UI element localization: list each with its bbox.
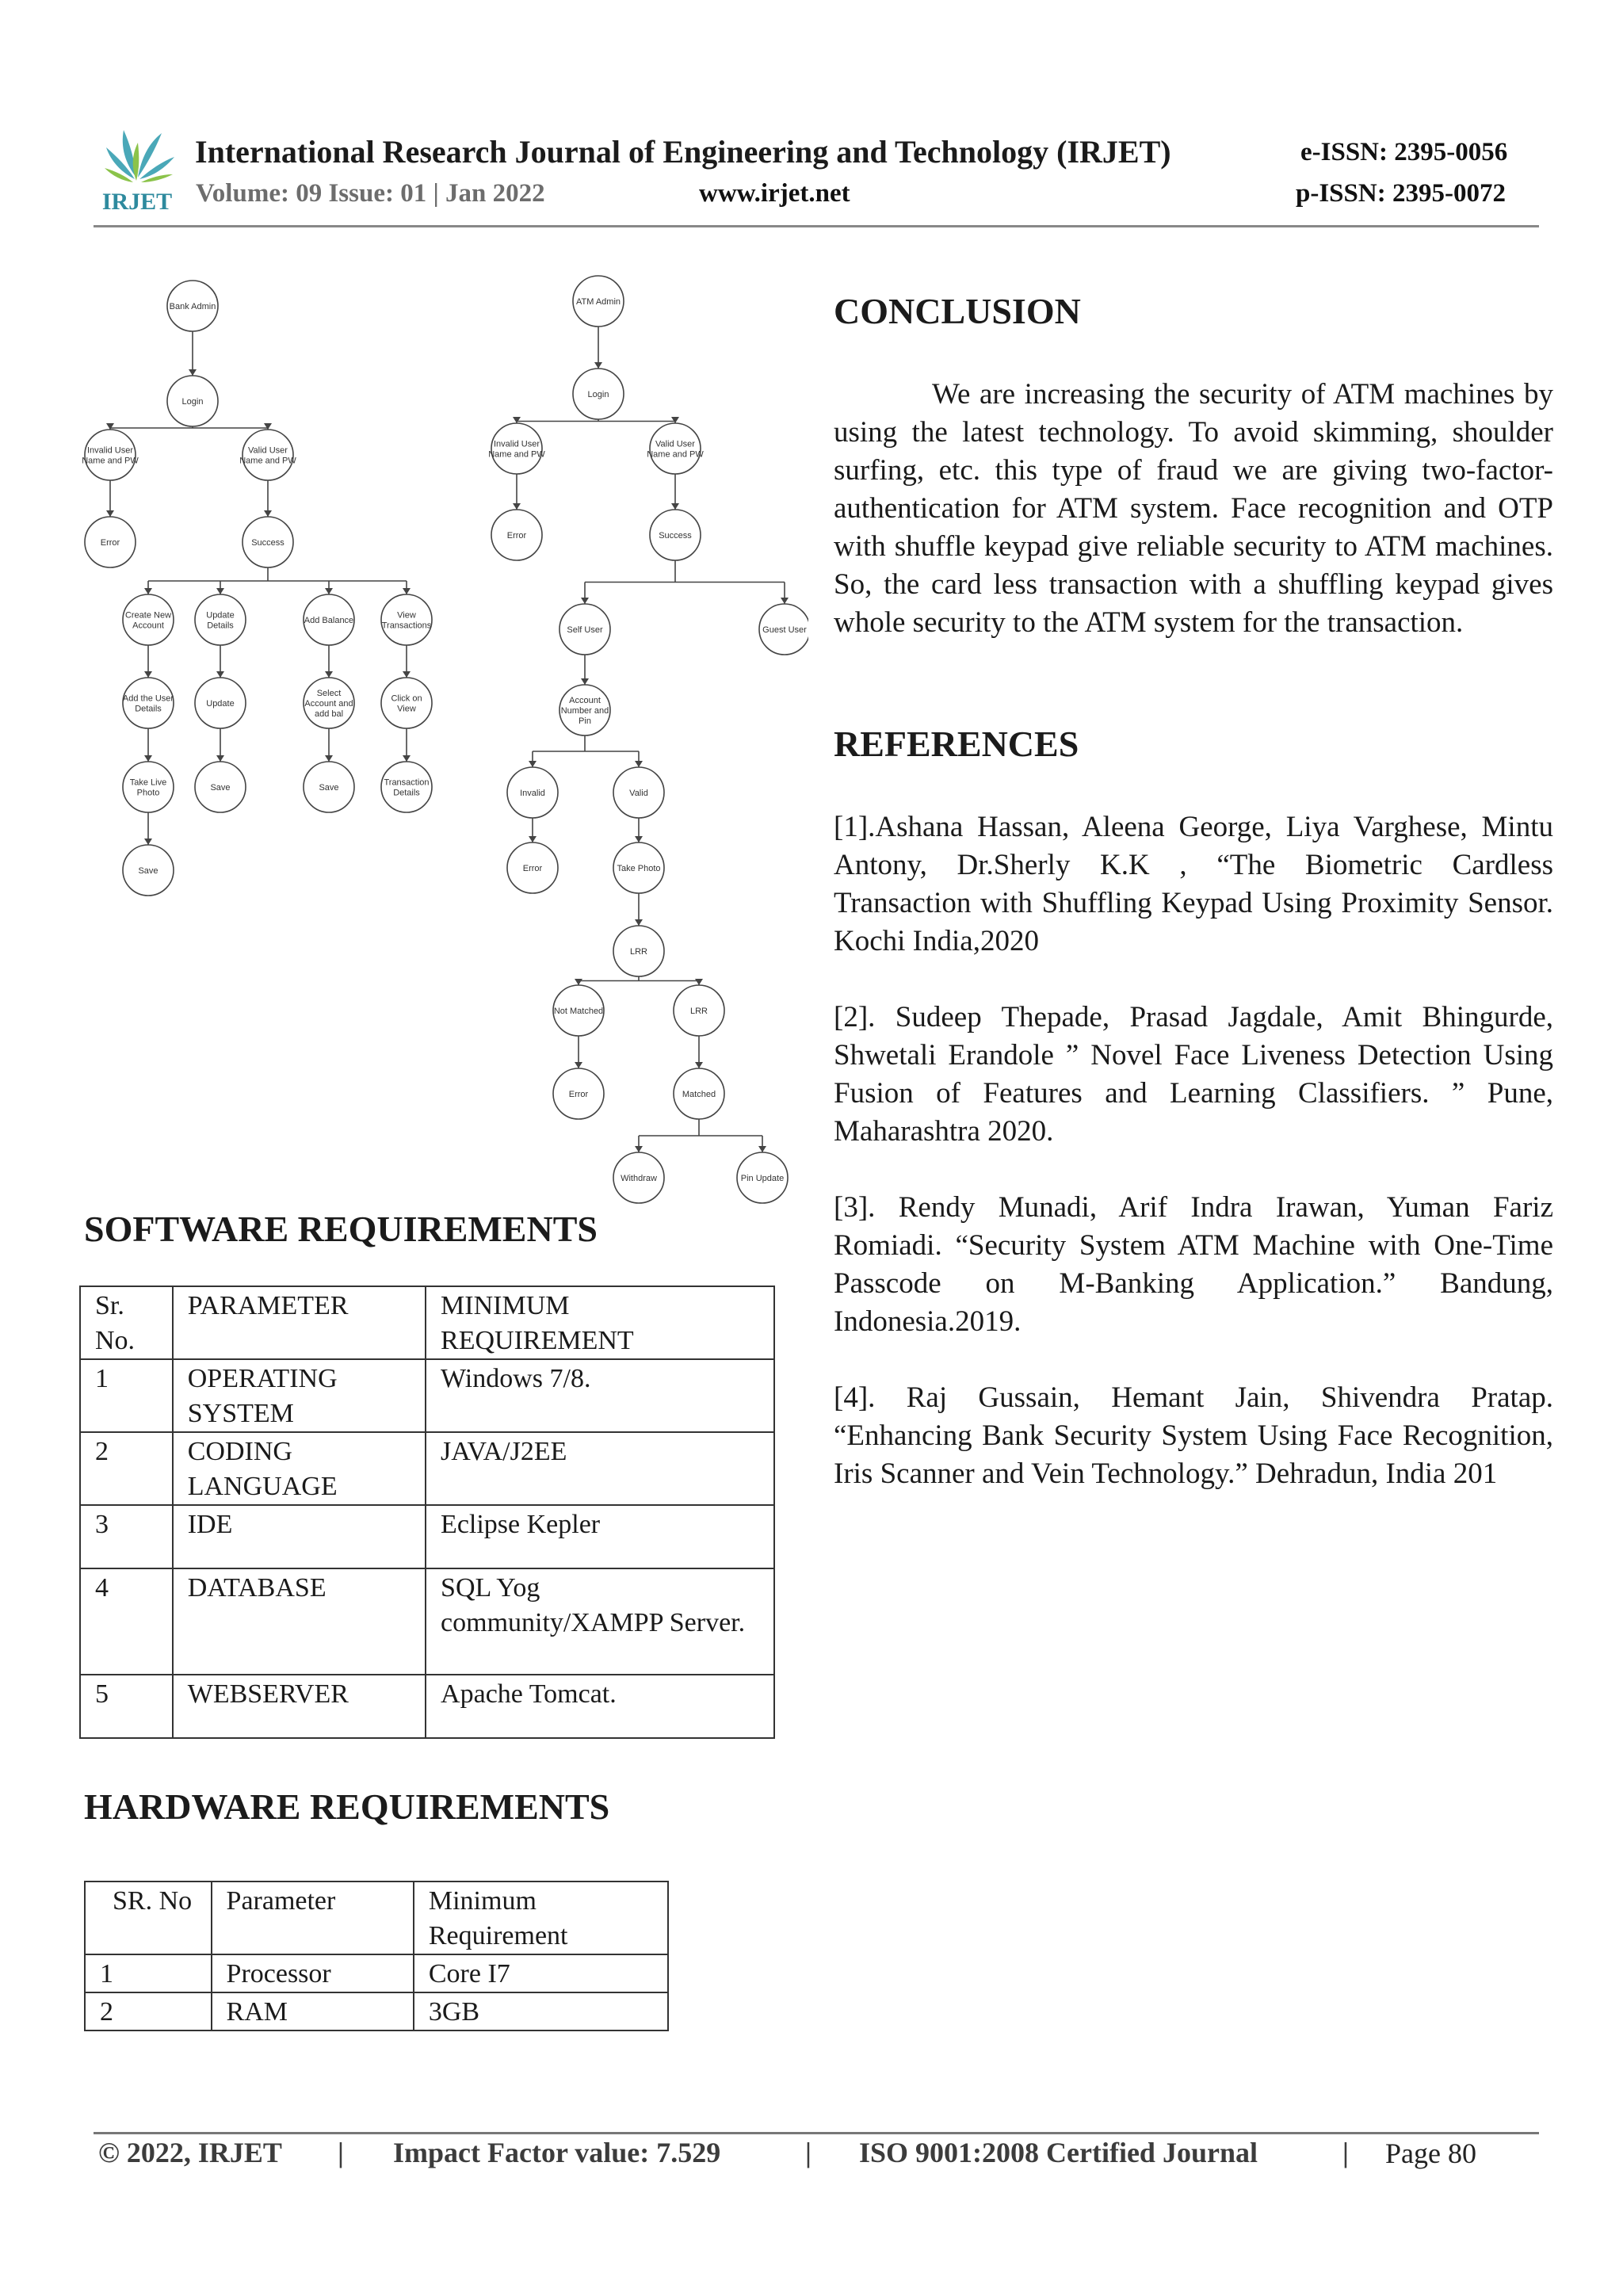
flow-node-label: Valid User Name and PW <box>239 445 296 466</box>
flow-node-label: Withdraw <box>621 1174 657 1183</box>
flow-diagrams <box>79 262 808 1213</box>
reference-item: [2]. Sudeep Thepade, Prasad Jagdale, Amit Bhingurde, Shwetali Erandole ” Novel Face Liveness Detection Using Fusion of Features and Learning Classifiers. ” Pune, Maharashtra 2020. <box>834 1001 1553 1148</box>
flow-node-label: Save <box>138 866 158 876</box>
journal-title: International Research Journal of Engineering and Technology (IRJET) <box>195 134 1171 170</box>
arrow-head <box>635 919 643 926</box>
table-cell: Core I7 <box>414 1954 668 1992</box>
footer-copyright: © 2022, IRJET <box>98 2137 282 2168</box>
flow-node-label: Account Number and Pin <box>560 696 609 726</box>
conclusion-text: We are increasing the security of ATM machines by using the latest technology. To avoid skimming, shoulder surfing, etc. this type of fraud we are giving two-factor-authentication for ATM system. Face recognition and OTP with shuffle keypad give reliable security to ATM machines. So, the card less transaction with a shuffling keypad gives whole security to the ATM system for the transaction. <box>834 378 1553 639</box>
flow-node-label: Invalid User Name and PW <box>82 445 139 466</box>
arrow-head <box>144 839 152 845</box>
arrow-head <box>671 417 679 423</box>
table-cell: 5 <box>80 1675 173 1738</box>
page-number: 80 <box>1447 2137 1476 2169</box>
table-cell: OPERATING SYSTEM <box>173 1359 426 1432</box>
flow-node-label: Error <box>506 531 527 541</box>
arrow-head <box>529 836 537 842</box>
flow-node-label: Success <box>251 538 285 548</box>
flow-node-label: Invalid <box>520 789 545 798</box>
arrow-head <box>264 510 272 517</box>
arrow-head <box>325 755 333 762</box>
arrow-head <box>144 588 152 594</box>
table-cell: Processor <box>212 1954 414 1992</box>
reference-item: [3]. Rendy Munadi, Arif Indra Irawan, Yuman Fariz Romiadi. “Security System ATM Machine with One-Time Passcode on M-Banking Application.” Bandung, Indonesia.2019. <box>834 1191 1553 1338</box>
table-header-cell: SR. No <box>85 1881 212 1954</box>
arrow-head <box>325 588 333 594</box>
reference-item: [4]. Raj Gussain, Hemant Jain, Shivendra Pratap. “Enhancing Bank Security System Using Face Recognition, Iris Scanner and Vein Technology.” Dehradun, India 201 <box>834 1381 1553 1490</box>
table-cell: CODING LANGUAGE <box>173 1432 426 1505</box>
reference-item: [1].Ashana Hassan, Aleena George, Liya Varghese, Mintu Antony, Dr.Sherly K.K , “The Biometric Cardless Transaction with Shuffling Keypad Using Proximity Sensor. Kochi India,2020 <box>834 811 1553 957</box>
flow-node-label: LRR <box>689 1007 708 1016</box>
footer-page <box>1385 2137 1476 2170</box>
flow-node-label: Transaction Details <box>384 777 430 798</box>
footer-separator: | <box>1342 2137 1349 2168</box>
arrow-head <box>635 836 643 842</box>
flow-node-label: ATM Admin <box>575 297 621 307</box>
arrow-head <box>594 362 602 369</box>
arrow-head <box>403 755 411 762</box>
arrow-head <box>529 761 537 767</box>
flow-node-label: Login <box>181 397 204 407</box>
flow-node-label: Bank Admin <box>169 302 216 311</box>
page-label: Page <box>1385 2137 1441 2169</box>
table-cell: 2 <box>85 1992 212 2030</box>
footer-divider <box>94 2132 1539 2134</box>
table-row <box>80 1359 774 1432</box>
flow-node-label: Select Account and add bal <box>304 689 353 719</box>
table-cell: JAVA/J2EE <box>426 1432 774 1505</box>
table-header-cell: Sr. No. <box>80 1286 173 1359</box>
table-row <box>85 1954 668 1992</box>
footer-impact-factor: Impact Factor value: 7.529 <box>393 2137 721 2168</box>
table-cell: 3GB <box>414 1992 668 2030</box>
conclusion-heading: CONCLUSION <box>834 291 1081 331</box>
flow-node-label: Take Live Photo <box>129 777 167 798</box>
p-issn: p-ISSN: 2395-0072 <box>1296 179 1506 208</box>
flow-node-label: Success <box>659 531 692 541</box>
arrow-head <box>758 1146 766 1152</box>
table-cell: Windows 7/8. <box>426 1359 774 1432</box>
table-header-cell: PARAMETER <box>173 1286 426 1359</box>
flow-node-label: Valid User Name and PW <box>647 439 704 460</box>
table-cell: 2 <box>80 1432 173 1505</box>
flow-node-label: Add the User Details <box>122 693 174 714</box>
arrow-head <box>635 1146 643 1152</box>
table-cell: WEBSERVER <box>173 1675 426 1738</box>
flow-node-label: Update Details <box>206 610 235 631</box>
arrow-head <box>106 510 114 517</box>
table-row <box>80 1432 774 1505</box>
arrow-head <box>144 671 152 678</box>
arrow-head <box>513 503 521 510</box>
flow-node-label: Update <box>206 699 235 709</box>
flow-node-label: Guest User <box>762 625 807 635</box>
website-link[interactable]: www.irjet.net <box>699 179 850 208</box>
journal-logo <box>94 116 181 214</box>
flow-node-label: Error <box>522 864 543 873</box>
arrow-head <box>216 755 224 762</box>
table-cell: RAM <box>212 1992 414 2030</box>
logo-text: IRJET <box>101 189 173 214</box>
table-cell: 1 <box>80 1359 173 1432</box>
arrow-head <box>144 755 152 762</box>
references-heading: REFERENCES <box>834 724 1079 764</box>
hardware-table <box>84 1881 669 2031</box>
flow-node-label: Click on View <box>391 693 422 714</box>
table-header-cell: MINIMUM REQUIREMENT <box>426 1286 774 1359</box>
flow-node-label: Save <box>210 783 231 793</box>
table-cell: DATABASE <box>173 1568 426 1675</box>
arrow-head <box>575 979 582 985</box>
arrow-head <box>695 1062 703 1068</box>
arrow-head <box>403 588 411 594</box>
flow-node-label: Pin Update <box>740 1174 785 1183</box>
arrow-head <box>189 369 197 376</box>
footer-separator: | <box>805 2137 812 2168</box>
flow-node-label: Valid <box>629 789 648 798</box>
flow-node-label: Matched <box>682 1090 716 1099</box>
table-header-cell: Minimum Requirement <box>414 1881 668 1954</box>
table-cell: IDE <box>173 1505 426 1568</box>
arrow-head <box>581 598 589 604</box>
footer-iso: ISO 9001:2008 Certified Journal <box>859 2137 1258 2168</box>
arrow-head <box>575 1062 582 1068</box>
arrow-head <box>403 671 411 678</box>
footer-separator: | <box>338 2137 344 2168</box>
flow-node-label: Self User <box>567 625 603 635</box>
table-cell: Apache Tomcat. <box>426 1675 774 1738</box>
flow-diagram-svg <box>79 262 808 1213</box>
header-divider <box>94 225 1539 227</box>
arrow-head <box>216 588 224 594</box>
flow-node-label: Error <box>100 538 120 548</box>
table-cell: 1 <box>85 1954 212 1992</box>
hardware-heading: HARDWARE REQUIREMENTS <box>84 1786 610 1827</box>
table-row <box>80 1568 774 1675</box>
flow-node-label: Add Balance <box>304 616 354 625</box>
arrow-head <box>635 761 643 767</box>
arrow-head <box>216 671 224 678</box>
flow-node-label: Not Matched <box>553 1007 604 1016</box>
table-cell: 3 <box>80 1505 173 1568</box>
arrow-head <box>695 979 703 985</box>
flow-node-label: Save <box>319 783 339 793</box>
table-cell: Eclipse Kepler <box>426 1505 774 1568</box>
table-header-row <box>80 1286 774 1359</box>
arrow-head <box>671 503 679 510</box>
arrow-head <box>781 598 789 604</box>
table-row <box>80 1675 774 1738</box>
flow-node-label: View Transactions <box>381 610 432 631</box>
arrow-head <box>325 671 333 678</box>
flow-node-label: Invalid User Name and PW <box>488 439 545 460</box>
flow-node-label: Take Photo <box>617 864 661 873</box>
table-cell: SQL Yog community/XAMPP Server. <box>426 1568 774 1675</box>
arrow-head <box>581 678 589 685</box>
e-issn: e-ISSN: 2395-0056 <box>1300 138 1508 166</box>
table-header-row <box>85 1881 668 1954</box>
flow-node-label: LRR <box>629 947 648 957</box>
software-table <box>79 1286 775 1739</box>
table-header-cell: Parameter <box>212 1881 414 1954</box>
table-cell: 4 <box>80 1568 173 1675</box>
software-heading: SOFTWARE REQUIREMENTS <box>84 1209 598 1249</box>
table-row <box>80 1505 774 1568</box>
flow-node-label: Error <box>568 1090 589 1099</box>
volume-issue: Volume: 09 Issue: 01 | Jan 2022 <box>196 179 545 208</box>
table-row <box>85 1992 668 2030</box>
flow-node-label: Login <box>587 390 609 399</box>
flow-node-label: Create New Account <box>124 610 172 631</box>
arrow-head <box>513 417 521 423</box>
